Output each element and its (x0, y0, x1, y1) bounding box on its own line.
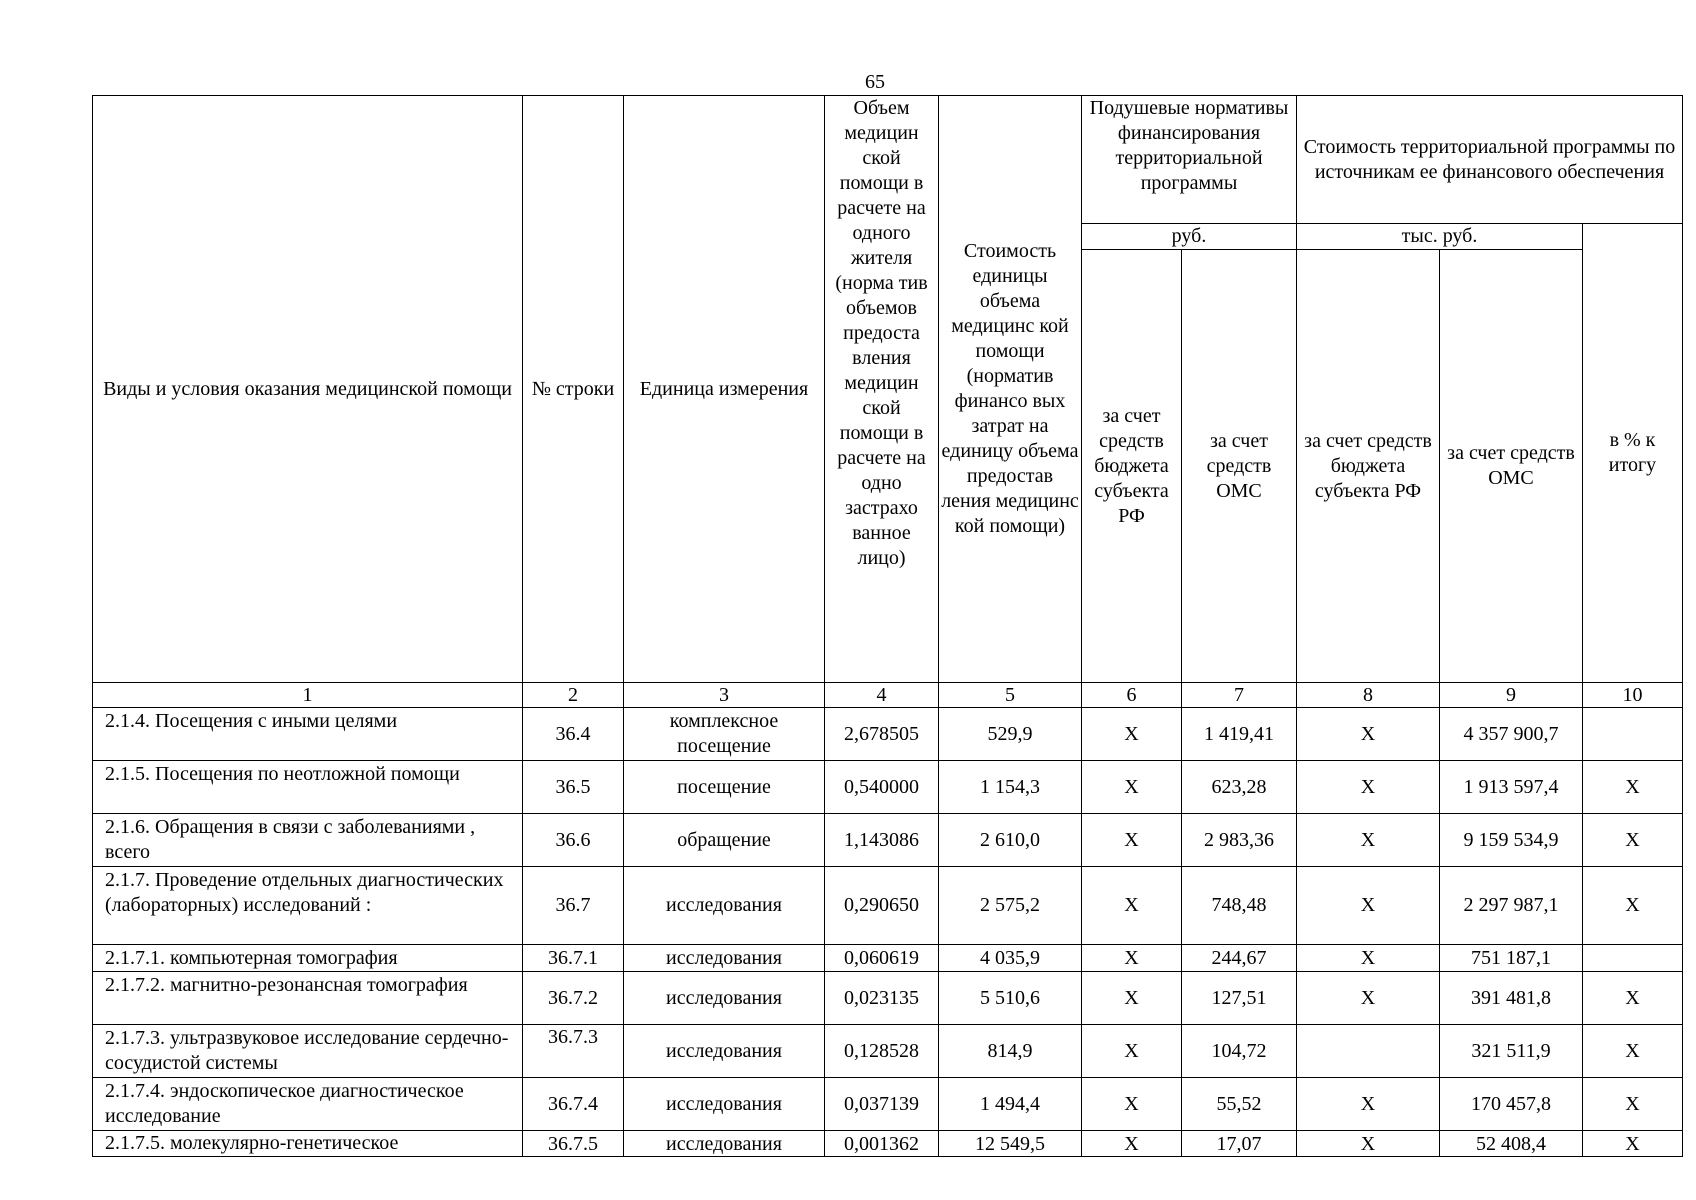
header-unit-rub: руб. (1082, 224, 1297, 250)
row-name: 2.1.7. Проведение отдельных диагностических (лабораторных) исследований : (93, 867, 523, 945)
row-unit-cost: 12 549,5 (939, 1131, 1082, 1157)
table-row (93, 708, 1683, 761)
row-number: 36.7.4 (523, 1078, 624, 1131)
row-oms-thous: 751 187,1 (1440, 945, 1583, 972)
row-budget-thous: Х (1297, 945, 1440, 972)
header-col-percent: в % к итогу (1583, 224, 1683, 683)
row-percent (1583, 708, 1683, 761)
row-oms-rub: 2 983,36 (1182, 814, 1297, 867)
row-budget-thous: Х (1297, 708, 1440, 761)
row-volume: 1,143086 (825, 814, 939, 867)
header-col-oms-thous: за счет средств ОМС (1440, 250, 1583, 683)
row-name: 2.1.6. Обращения в связи с заболеваниями , всего (93, 814, 523, 867)
row-oms-thous: 321 511,9 (1440, 1025, 1583, 1078)
row-name: 2.1.4. Посещения с иными целями (93, 708, 523, 761)
column-number: 7 (1182, 683, 1297, 708)
row-unit: исследования (624, 1078, 825, 1131)
row-oms-thous: 52 408,4 (1440, 1131, 1583, 1157)
row-number: 36.7.3 (523, 1025, 624, 1078)
column-number: 1 (93, 683, 523, 708)
row-percent: Х (1583, 761, 1683, 814)
table-row (93, 972, 1683, 1025)
row-budget-thous: Х (1297, 972, 1440, 1025)
row-oms-thous: 1 913 597,4 (1440, 761, 1583, 814)
row-unit-cost: 1 494,4 (939, 1078, 1082, 1131)
row-oms-rub: 623,28 (1182, 761, 1297, 814)
row-unit: исследования (624, 945, 825, 972)
column-number: 5 (939, 683, 1082, 708)
row-name: 2.1.7.5. молекулярно-генетическое (93, 1131, 523, 1157)
header-col-kind: Виды и условия оказания медицинской помощи (93, 96, 523, 683)
row-budget-rub: Х (1082, 867, 1182, 945)
table-row (93, 945, 1683, 972)
row-percent: Х (1583, 1131, 1683, 1157)
row-oms-rub: 104,72 (1182, 1025, 1297, 1078)
row-unit-cost: 814,9 (939, 1025, 1082, 1078)
row-budget-rub: Х (1082, 814, 1182, 867)
header-row-groups (93, 96, 1683, 224)
column-number: 4 (825, 683, 939, 708)
column-number-row (93, 683, 1683, 708)
row-name: 2.1.7.2. магнитно-резонансная томография (93, 972, 523, 1025)
row-unit: комплексное посещение (624, 708, 825, 761)
row-unit: исследования (624, 1131, 825, 1157)
header-col-unit: Единица измерения (624, 96, 825, 683)
row-unit: исследования (624, 972, 825, 1025)
column-number: 10 (1583, 683, 1683, 708)
row-unit: посещение (624, 761, 825, 814)
header-col-budget-rub: за счет средств бюджета субъекта РФ (1082, 250, 1182, 683)
row-oms-rub: 17,07 (1182, 1131, 1297, 1157)
column-number: 2 (523, 683, 624, 708)
row-budget-rub: Х (1082, 972, 1182, 1025)
row-budget-thous: Х (1297, 867, 1440, 945)
row-budget-rub: Х (1082, 945, 1182, 972)
row-name: 2.1.7.3. ультразвуковое исследование сердечно-сосудистой системы (93, 1025, 523, 1078)
header-col-volume: Объем медицин ской помощи в расчете на одного жителя (норма тив объемов предоста вления медицин ской помощи в расчете на одно застрахо ванное лицо) (825, 96, 939, 683)
row-number: 36.4 (523, 708, 624, 761)
row-percent (1583, 945, 1683, 972)
row-unit-cost: 2 610,0 (939, 814, 1082, 867)
column-number: 3 (624, 683, 825, 708)
row-oms-rub: 244,67 (1182, 945, 1297, 972)
page-number: 65 (865, 71, 885, 93)
row-oms-rub: 127,51 (1182, 972, 1297, 1025)
header-group-program-cost: Стоимость территориальной программы по источникам ее финансового обеспечения (1297, 96, 1683, 224)
row-budget-thous: Х (1297, 761, 1440, 814)
row-unit-cost: 4 035,9 (939, 945, 1082, 972)
header-col-oms-rub: за счет средств ОМС (1182, 250, 1297, 683)
row-unit: обращение (624, 814, 825, 867)
row-budget-thous: Х (1297, 1078, 1440, 1131)
row-budget-rub: Х (1082, 761, 1182, 814)
row-budget-rub: Х (1082, 1025, 1182, 1078)
row-name: 2.1.5. Посещения по неотложной помощи (93, 761, 523, 814)
row-unit-cost: 529,9 (939, 708, 1082, 761)
column-number: 8 (1297, 683, 1440, 708)
row-number: 36.7.5 (523, 1131, 624, 1157)
table-row (93, 814, 1683, 867)
row-percent: Х (1583, 972, 1683, 1025)
row-budget-thous: Х (1297, 814, 1440, 867)
row-name: 2.1.7.4. эндоскопическое диагностическое исследование (93, 1078, 523, 1131)
table-row (93, 1131, 1683, 1157)
row-oms-thous: 2 297 987,1 (1440, 867, 1583, 945)
row-budget-thous (1297, 1025, 1440, 1078)
table-row (93, 867, 1683, 945)
row-number: 36.7.1 (523, 945, 624, 972)
row-oms-thous: 4 357 900,7 (1440, 708, 1583, 761)
header-unit-thous-rub: тыс. руб. (1297, 224, 1583, 250)
table-row (93, 1078, 1683, 1131)
row-volume: 0,060619 (825, 945, 939, 972)
row-percent: Х (1583, 1078, 1683, 1131)
column-number: 9 (1440, 683, 1583, 708)
row-number: 36.7 (523, 867, 624, 945)
row-oms-thous: 170 457,8 (1440, 1078, 1583, 1131)
row-oms-thous: 391 481,8 (1440, 972, 1583, 1025)
row-percent: Х (1583, 814, 1683, 867)
row-budget-thous: Х (1297, 1131, 1440, 1157)
header-col-unit-cost: Стоимость единицы объема медицинс кой помощи (норматив финансо вых затрат на единицу объема предостав ления медицинс кой помощи) (939, 96, 1082, 683)
program-cost-table (92, 95, 1683, 1157)
table-row (93, 761, 1683, 814)
row-volume: 2,678505 (825, 708, 939, 761)
row-volume: 0,128528 (825, 1025, 939, 1078)
header-col-budget-thous: за счет средств бюджета субъекта РФ (1297, 250, 1440, 683)
row-percent: Х (1583, 867, 1683, 945)
row-volume: 0,540000 (825, 761, 939, 814)
row-budget-rub: Х (1082, 1131, 1182, 1157)
header-group-per-capita: Подушевые нормативы финансирования территориальной программы (1082, 96, 1297, 224)
row-number: 36.7.2 (523, 972, 624, 1025)
row-number: 36.6 (523, 814, 624, 867)
row-unit-cost: 2 575,2 (939, 867, 1082, 945)
row-budget-rub: Х (1082, 1078, 1182, 1131)
row-name: 2.1.7.1. компьютерная томография (93, 945, 523, 972)
table-row (93, 1025, 1683, 1078)
column-number: 6 (1082, 683, 1182, 708)
row-volume: 0,001362 (825, 1131, 939, 1157)
row-volume: 0,290650 (825, 867, 939, 945)
row-oms-thous: 9 159 534,9 (1440, 814, 1583, 867)
row-unit-cost: 5 510,6 (939, 972, 1082, 1025)
header-col-row-number: № строки (523, 96, 624, 683)
row-volume: 0,023135 (825, 972, 939, 1025)
row-unit: исследования (624, 867, 825, 945)
row-oms-rub: 55,52 (1182, 1078, 1297, 1131)
row-oms-rub: 748,48 (1182, 867, 1297, 945)
row-volume: 0,037139 (825, 1078, 939, 1131)
row-unit: исследования (624, 1025, 825, 1078)
row-unit-cost: 1 154,3 (939, 761, 1082, 814)
row-budget-rub: Х (1082, 708, 1182, 761)
row-percent: Х (1583, 1025, 1683, 1078)
row-oms-rub: 1 419,41 (1182, 708, 1297, 761)
row-number: 36.5 (523, 761, 624, 814)
